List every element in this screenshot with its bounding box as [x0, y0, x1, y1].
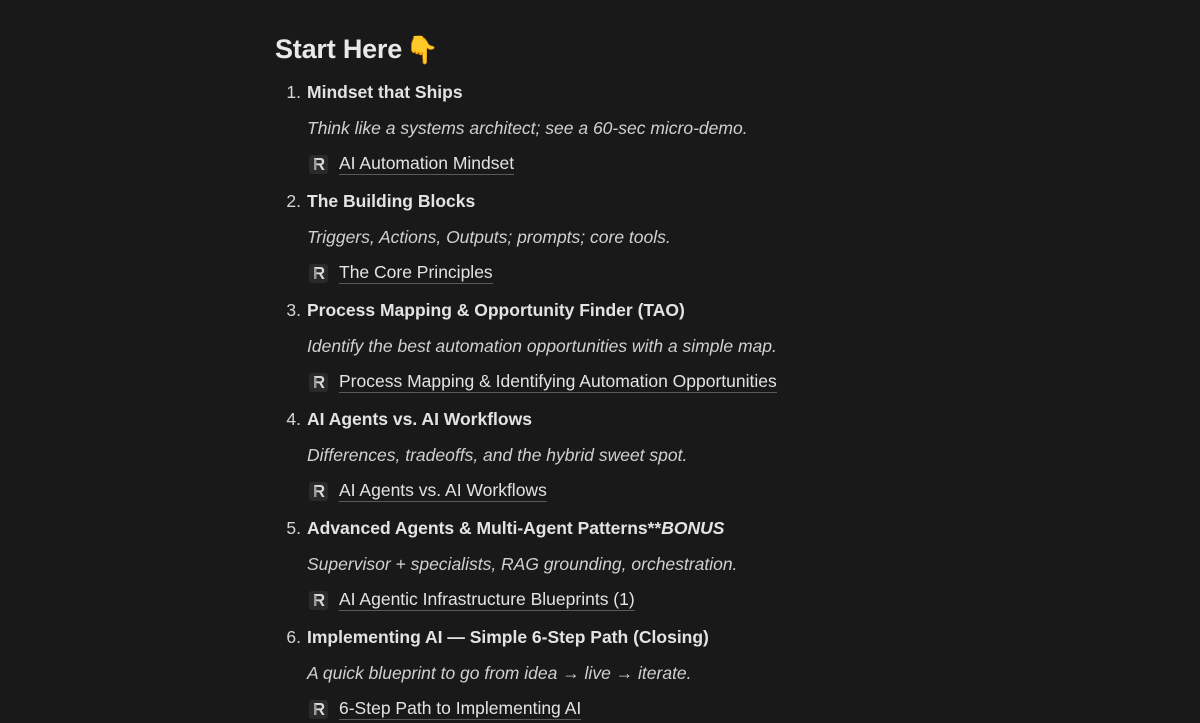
list-item [275, 300, 975, 410]
list-item-description: Differences, tradeoffs, and the hybrid sweet spot. [307, 445, 688, 465]
page-link[interactable] [309, 479, 547, 503]
page-link[interactable] [309, 697, 581, 721]
list-item-number: 1. [286, 82, 301, 102]
list-item-title: Mindset that Ships [307, 82, 463, 102]
page-link-label: AI Automation Mindset [339, 153, 515, 173]
page-link[interactable] [309, 370, 777, 394]
list-item [275, 409, 975, 519]
page-heading-text: Start Here [275, 34, 403, 64]
page-link-label: Process Mapping & Identifying Automation Opportunities [339, 371, 777, 391]
page-link-label: AI Agents vs. AI Workflows [339, 480, 547, 500]
list-item [275, 627, 975, 723]
page-link[interactable] [309, 152, 514, 176]
list-item [275, 191, 975, 301]
page-link[interactable] [309, 588, 635, 612]
r-logo-icon [309, 591, 328, 610]
r-logo-icon [309, 700, 328, 719]
page-link[interactable] [309, 261, 493, 285]
list-item-description: Identify the best automation opportunities with a simple map. [307, 336, 777, 356]
list-item-description: A quick blueprint to go from idea → live → iterate. [307, 663, 692, 683]
list-item-title: Process Mapping & Opportunity Finder (TAO) [307, 300, 685, 320]
list-item [275, 82, 975, 192]
r-logo-icon [309, 373, 328, 392]
page-link-label: AI Agentic Infrastructure Blueprints (1) [339, 589, 635, 609]
r-logo-icon [309, 482, 328, 501]
list-item-title: The Building Blocks [307, 191, 476, 211]
list-item-title [307, 518, 724, 538]
list-item-title: AI Agents vs. AI Workflows [307, 409, 532, 429]
page-heading [275, 34, 438, 66]
list-item-number: 6. [286, 627, 301, 647]
list-item-number: 5. [286, 518, 301, 538]
list-item-title: Implementing AI — Simple 6-Step Path (Closing) [307, 627, 709, 647]
r-logo-icon [309, 264, 328, 283]
list-item-number: 4. [286, 409, 301, 429]
list-item-title-text: Advanced Agents & Multi-Agent Patterns** [307, 518, 662, 538]
list-item-description: Think like a systems architect; see a 60-sec micro-demo. [307, 118, 748, 138]
page-link-label: 6-Step Path to Implementing AI [339, 698, 582, 718]
list-item-description: Supervisor + specialists, RAG grounding, orchestration. [307, 554, 738, 574]
bonus-label: BONUS [661, 518, 725, 538]
page-link-label: The Core Principles [339, 262, 493, 282]
list-item-description: Triggers, Actions, Outputs; prompts; core tools. [307, 227, 671, 247]
list-item-number: 2. [286, 191, 301, 211]
list-item-number: 3. [286, 300, 301, 320]
r-logo-icon [309, 155, 328, 174]
pointing-down-emoji-icon: 👇 [405, 35, 439, 65]
list-item [275, 518, 975, 628]
